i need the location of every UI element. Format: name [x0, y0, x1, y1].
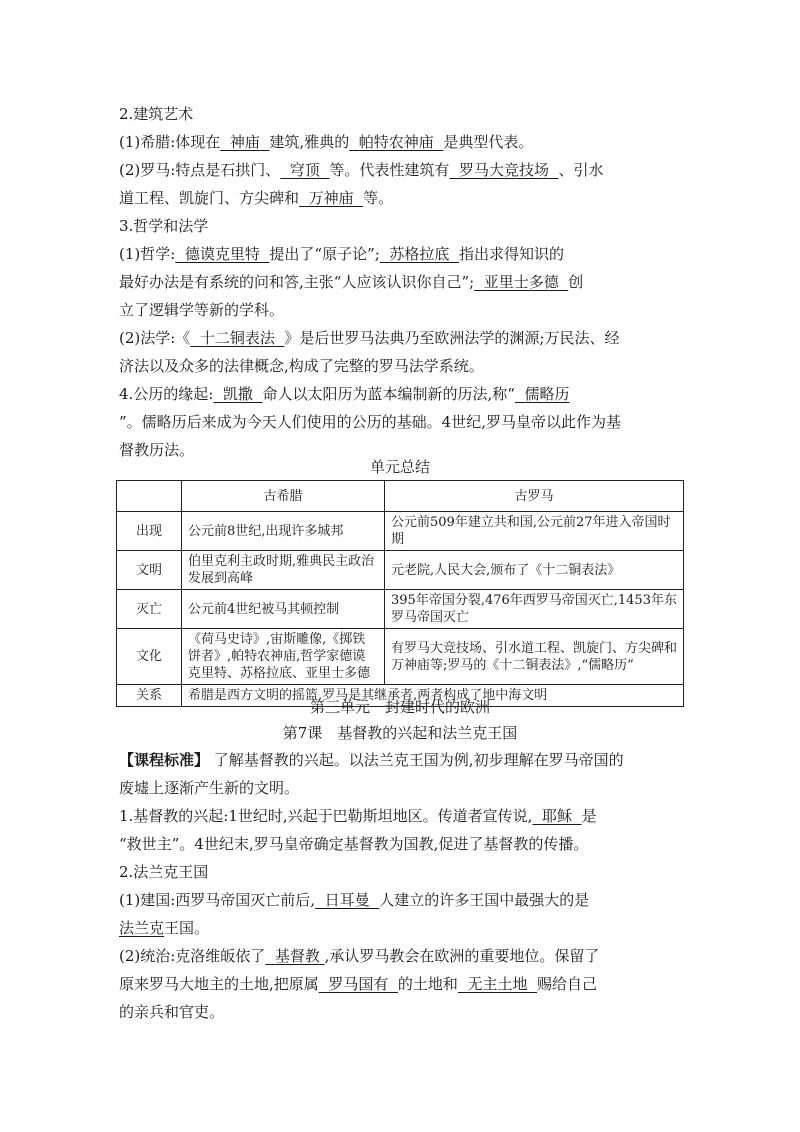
text-line: 立了逻辑学等新的学科。 [119, 301, 285, 319]
lesson-title: 第7课 基督教的兴起和法兰克王国 [282, 724, 518, 742]
fill-blank: 神庙 [229, 133, 260, 151]
unit-title: 第三单元 封建时代的欧洲 [309, 698, 490, 716]
text-line: 的亲兵和官吏。 [119, 1003, 225, 1021]
table-cell: 公元前4世纪被马其顿控制 [182, 590, 385, 629]
table-row [117, 629, 684, 685]
table-header-cell [117, 481, 182, 512]
text-block-top [119, 100, 683, 464]
text-line: 督教历法。 [119, 441, 195, 459]
fill-blank: 基督教 [274, 947, 320, 965]
fill-blank: 日耳曼 [324, 891, 370, 909]
fill-blank: 德谟克里特 [184, 245, 260, 263]
row-label: 关系 [117, 685, 182, 707]
table-cell: 395年帝国分裂,476年西罗马帝国灭亡,1453年东罗马帝国灭亡 [385, 590, 684, 629]
fill-blank: 法兰克 [119, 919, 165, 937]
table-cell: 元老院,人民大会,颁布了《十二铜表法》 [385, 551, 684, 590]
text-line: 最好办法是有系统的问和答,主张“人应该认识你自己”; 亚里士多德 创 [119, 273, 584, 291]
summary-title: 单元总结 [369, 458, 430, 476]
table-row [117, 551, 684, 590]
text-line: (2)罗马:特点是石拱门、 穹顶 等。代表性建筑有 罗马大竞技场 、引水 [119, 161, 604, 179]
table-cell: 公元前509年建立共和国,公元前27年进入帝国时期 [385, 512, 684, 551]
table-cell: 伯里克利主政时期,雅典民主政治发展到高峰 [182, 551, 385, 590]
fill-blank: 万神庙 [308, 189, 354, 207]
text-line: 法兰克王国。 [119, 919, 210, 937]
table-header-cell: 古希腊 [182, 481, 385, 512]
text-line: 1.基督教的兴起:1世纪时,兴起于巴勒斯坦地区。传道者宣传说, 耶稣 是 [119, 807, 597, 825]
text-line: 原来罗马大地主的土地,把原属 罗马国有 的土地和 无主土地 赐给自己 [119, 975, 598, 993]
row-label: 出现 [117, 512, 182, 551]
text-line: (1)建国:西罗马帝国灭亡前后, 日耳曼 人建立的许多王国中最强大的是 [119, 891, 590, 909]
text-line: 道工程、凯旋门、方尖碑和 万神庙 等。 [119, 189, 394, 207]
table-header-row [117, 481, 684, 512]
text-line: 废墟上逐渐产生新的文明。 [119, 779, 300, 797]
fill-blank: 罗马大竞技场 [458, 161, 549, 179]
fill-blank: 穹顶 [289, 161, 320, 179]
section-heading: 2.建筑艺术 [119, 105, 194, 123]
fill-blank: 儒略历 [524, 385, 570, 403]
table-row [117, 512, 684, 551]
table-header-cell: 古罗马 [385, 481, 684, 512]
row-label: 灭亡 [117, 590, 182, 629]
text-line: (1)希腊:体现在 神庙 建筑,雅典的 帕特农神庙 是典型代表。 [119, 133, 534, 151]
table-cell: 《荷马史诗》,宙斯雕像,《掷铁饼者》,帕特农神庙,哲学家德谟克里特、苏格拉底、亚里士多德 [182, 629, 385, 685]
table-cell: 公元前8世纪,出现许多城邦 [182, 512, 385, 551]
table-row [117, 590, 684, 629]
text-block-bottom [119, 746, 683, 1026]
table-cell: 希腊是西方文明的摇篮,罗马是其继承者,两者构成了地中海文明 [182, 685, 684, 707]
fill-blank: 帕特农神庙 [358, 133, 434, 151]
fill-blank: 凯撒 [222, 385, 253, 403]
row-label: 文明 [117, 551, 182, 590]
fill-blank: 十二铜表法 [199, 329, 275, 347]
text-line: (2)统治:克洛维皈依了 基督教 ,承认罗马教会在欧洲的重要地位。保留了 [119, 947, 600, 965]
text-line: 【课程标准】 了解基督教的兴起。以法兰克王国为例,初步理解在罗马帝国的 [119, 751, 624, 769]
fill-blank: 亚里士多德 [483, 273, 559, 291]
fill-blank: 苏格拉底 [389, 245, 450, 263]
text-line: (2)法学:《 十二铜表法 》是后世罗马法典乃至欧洲法学的渊源;万民法、经 [119, 329, 620, 347]
text-line: 4.公历的缘起: 凯撒 命人以太阳历为蓝本编制新的历法,称“ 儒略历 [119, 385, 570, 403]
text-line: (1)哲学: 德谟克里特 提出了“原子论”; 苏格拉底 指出求得知识的 [119, 245, 564, 263]
fill-blank: 耶稣 [542, 807, 573, 825]
fill-blank: 罗马国有 [328, 975, 389, 993]
fill-blank: 无主土地 [467, 975, 528, 993]
section-heading: 2.法兰克王国 [119, 863, 209, 881]
row-label: 文化 [117, 629, 182, 685]
summary-table [116, 480, 684, 707]
table-cell: 有罗马大竞技场、引水道工程、凯旋门、方尖碑和万神庙等;罗马的《十二铜表法》,“儒略历” [385, 629, 684, 685]
section-heading: 3.哲学和法学 [119, 217, 209, 235]
text-line: ”。儒略历后来成为今天人们使用的公历的基础。4世纪,罗马皇帝以此作为基 [119, 413, 621, 431]
standard-label: 【课程标准】 [119, 751, 210, 769]
text-line: “救世主”。4世纪末,罗马皇帝确定基督教为国教,促进了基督教的传播。 [119, 835, 589, 853]
text-line: 济法以及众多的法律概念,构成了完整的罗马法学系统。 [119, 357, 484, 375]
